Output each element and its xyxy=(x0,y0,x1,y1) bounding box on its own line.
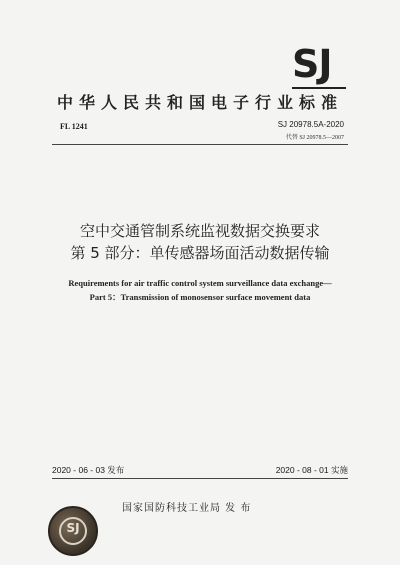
publisher-seal-icon xyxy=(48,506,98,556)
seal-text: SJ xyxy=(66,521,80,535)
chinese-title xyxy=(0,220,400,264)
implementation-date: 2020 - 08 - 01 实施 xyxy=(275,465,348,475)
logo-underline xyxy=(292,87,346,89)
standard-category-title: 中华人民共和国电子行业标准 xyxy=(56,93,343,112)
sj-logo-text: SJ xyxy=(292,42,332,86)
issue-date: 2020 - 06 - 03 发布 xyxy=(52,465,125,475)
chinese-title-line-1: 空中交通管制系统监视数据交换要求 xyxy=(79,222,320,240)
sj-logo xyxy=(292,44,344,84)
english-title-line-2: Part 5：Transmission of monosensor surface movement data xyxy=(89,292,311,302)
top-divider xyxy=(52,144,348,145)
publisher-line: 国家国防科技工业局 发 布 xyxy=(122,503,252,514)
english-title-line-1: Requirements for air traffic control system surveillance data exchange— xyxy=(68,278,332,288)
chinese-title-line-2: 第 5 部分：单传感器场面活动数据传输 xyxy=(70,244,330,262)
standard-number: SJ 20978.5A-2020 xyxy=(277,120,344,129)
bottom-divider xyxy=(52,478,348,479)
replaces-note: 代替 SJ 20978.5—2007 xyxy=(285,135,344,141)
ics-code: FL 1241 xyxy=(60,122,88,131)
english-title xyxy=(0,276,400,304)
